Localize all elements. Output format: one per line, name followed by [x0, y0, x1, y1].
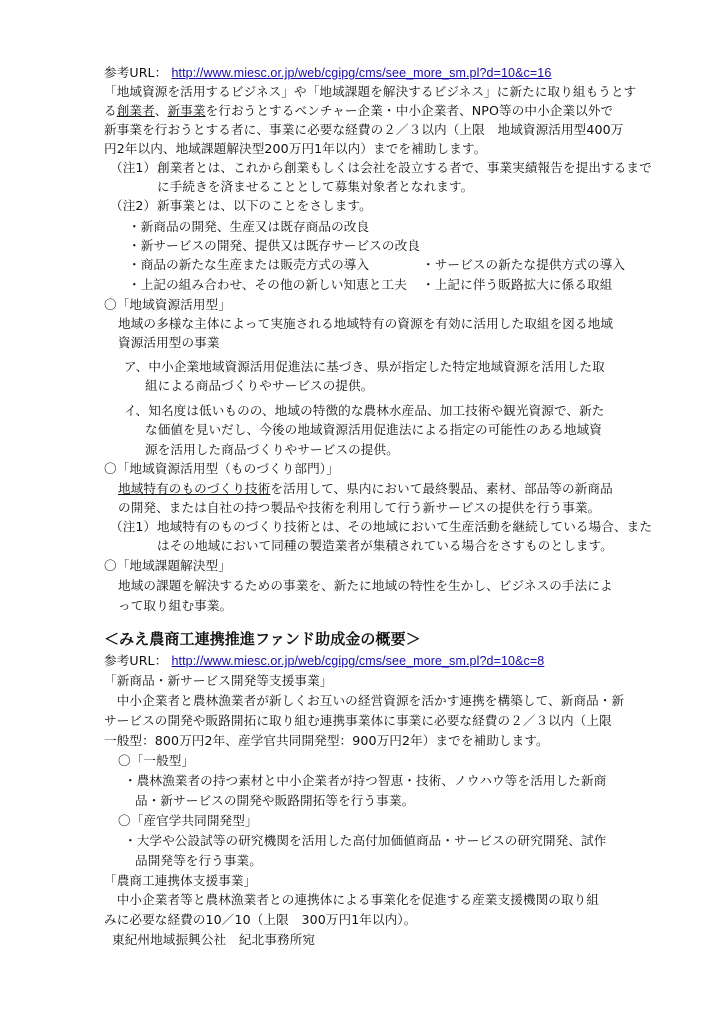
program1-desc-2: サービスの開発や販路開拓に取り組む連携事業体に事業に必要な経費の２／３以内（上限 [104, 713, 612, 728]
academic-type-line-1: ・大学や公設試等の研究機関を活用した高付加価値商品・サービスの研究開発、試作 [124, 833, 607, 848]
note1-line-1: 創業者とは、これから創業もしくは会社を設立する者で、事業実績報告を提出するまで [157, 160, 652, 175]
program1-desc-1: 中小企業者と農林漁業者が新しくお互いの経営資源を活かす連携を構築して、新商品・新 [104, 693, 625, 708]
note2-label: （注2） [110, 198, 157, 213]
bullet-right-2: ・上記に伴う販路拡大に係る取組 [422, 277, 613, 292]
underlined-new-business: 新事業 [167, 103, 206, 118]
addressee: 東紀州地域振興公社 紀北事務所宛 [112, 932, 316, 947]
general-type-line-1: ・農林漁業者の持つ素材と中小企業者が持つ智恵・技術、ノウハウ等を活用した新商 [124, 773, 607, 788]
bullet-left-3: ・商品の新たな生産または販売方式の導入 [128, 257, 370, 272]
reference-link-1[interactable]: http://www.miesc.or.jp/web/cgipg/cms/see_more_sm.pl?d=10&c=16 [171, 66, 552, 80]
general-type-title: 〇「一般型」 [118, 753, 195, 768]
reference-url-row-2 [104, 653, 544, 669]
issue-type-desc-1: 地域の課題を解決するための事業を、新たに地域の特性を生かし、ビジネスの手法によ [118, 578, 613, 593]
reference-link-2[interactable]: http://www.miesc.or.jp/web/cgipg/cms/see_more_sm.pl?d=10&c=8 [171, 654, 545, 668]
bullet-left-4: ・上記の組み合わせ、その他の新しい知恵と工夫 [128, 277, 407, 292]
note1-label: （注1） [110, 160, 157, 175]
academic-type-line-2: 品開発等を行う事業。 [135, 853, 262, 868]
resource-item-a-2: 組による商品づくりやサービスの提供。 [145, 378, 374, 393]
note2-text: 新事業とは、以下のことをさします。 [157, 198, 372, 213]
monozukuri-note-label: （注1） [110, 519, 157, 534]
url-label: 参考URL： [104, 65, 168, 80]
note1-line-2: に手続きを済ませることとして募集対象者となれます。 [157, 179, 474, 194]
intro-line-3: 新事業を行おうとする者に、事業に必要な経費の２／３以内（上限 地域資源活用型400万 [104, 122, 624, 137]
resource-item-a-1: ア、中小企業地域資源活用促進法に基づき、県が指定した特定地域資源を活用した取 [124, 359, 605, 374]
monozukuri-title: 〇「地域資源活用型（ものづくり部門）」 [104, 461, 339, 476]
resource-item-i-3: 源を活用した商品づくりやサービスの提供。 [145, 442, 399, 457]
general-type-line-2: 品・新サービスの開発や販路開拓等を行う事業。 [135, 793, 415, 808]
resource-type-title: 〇「地域資源活用型」 [104, 297, 231, 312]
program2-desc-1: 中小企業者等と農林漁業者との連携体による事業化を促進する産業支援機関の取り組 [104, 892, 600, 907]
program1-title: 「新商品・新サービス開発等支援事業」 [104, 673, 333, 688]
resource-type-desc-2: 資源活用型の事業 [118, 335, 220, 350]
resource-item-i-2: な価値を見いだし、今後の地域資源活用促進法による指定の可能性のある地域資 [145, 422, 602, 437]
intro-line-4: 円2年以内、地域課題解決型200万円1年以内）までを補助します。 [104, 141, 487, 156]
intro-line-1: 「地域資源を活用するビジネス」や「地域課題を解決するビジネス」に新たに取り組もうとす [104, 84, 637, 99]
monozukuri-desc-1: 地域特有のものづくり技術を活用して、県内において最終製品、素材、部品等の新商品 [118, 481, 613, 496]
reference-url-row-1 [104, 65, 551, 81]
monozukuri-desc-2: の開発、または自社の持つ製品や技術を利用して行う新サービスの提供を行う事業。 [118, 500, 601, 515]
fund-heading: ＜みえ農商工連携推進ファンド助成金の概要＞ [104, 630, 421, 648]
issue-type-desc-2: って取り組む事業。 [118, 598, 233, 613]
monozukuri-note-2: はその地域において同種の製造業者が集積されている場合をさすものとします。 [157, 538, 613, 553]
program2-desc-2: みに必要な経費の10／10（上限 300万円1年以内）。 [104, 912, 417, 927]
program1-desc-3: 一般型：800万円2年、産学官共同開発型：900万円2年）までを補助します。 [104, 733, 549, 748]
bullet-left-2: ・新サービスの開発、提供又は既存サービスの改良 [128, 238, 420, 253]
url-label: 参考URL： [104, 653, 168, 668]
academic-type-title: 〇「産官学共同開発型」 [118, 813, 258, 828]
resource-item-i-1: イ、知名度は低いものの、地域の特徴的な農林水産品、加工技術や観光資源で、新た [124, 403, 605, 418]
monozukuri-note-1: 地域特有のものづくり技術とは、その地域において生産活動を継続している場合、また [157, 519, 653, 534]
intro-line-2: る創業者、新事業を行おうとするベンチャー企業・中小企業者、NPO等の中小企業以外で [104, 103, 614, 118]
underlined-founder: 創業者 [116, 103, 155, 118]
program2-title: 「農商工連携体支援事業」 [104, 873, 257, 888]
underlined-monozukuri-tech: 地域特有のものづくり技術 [118, 481, 271, 496]
bullet-right-1: ・サービスの新たな提供方式の導入 [422, 257, 626, 272]
bullet-left-1: ・新商品の開発、生産又は既存商品の改良 [128, 219, 370, 234]
resource-type-desc-1: 地域の多様な主体によって実施される地域特有の資源を有効に活用した取組を図る地域 [118, 316, 614, 331]
issue-type-title: 〇「地域課題解決型」 [104, 558, 231, 573]
